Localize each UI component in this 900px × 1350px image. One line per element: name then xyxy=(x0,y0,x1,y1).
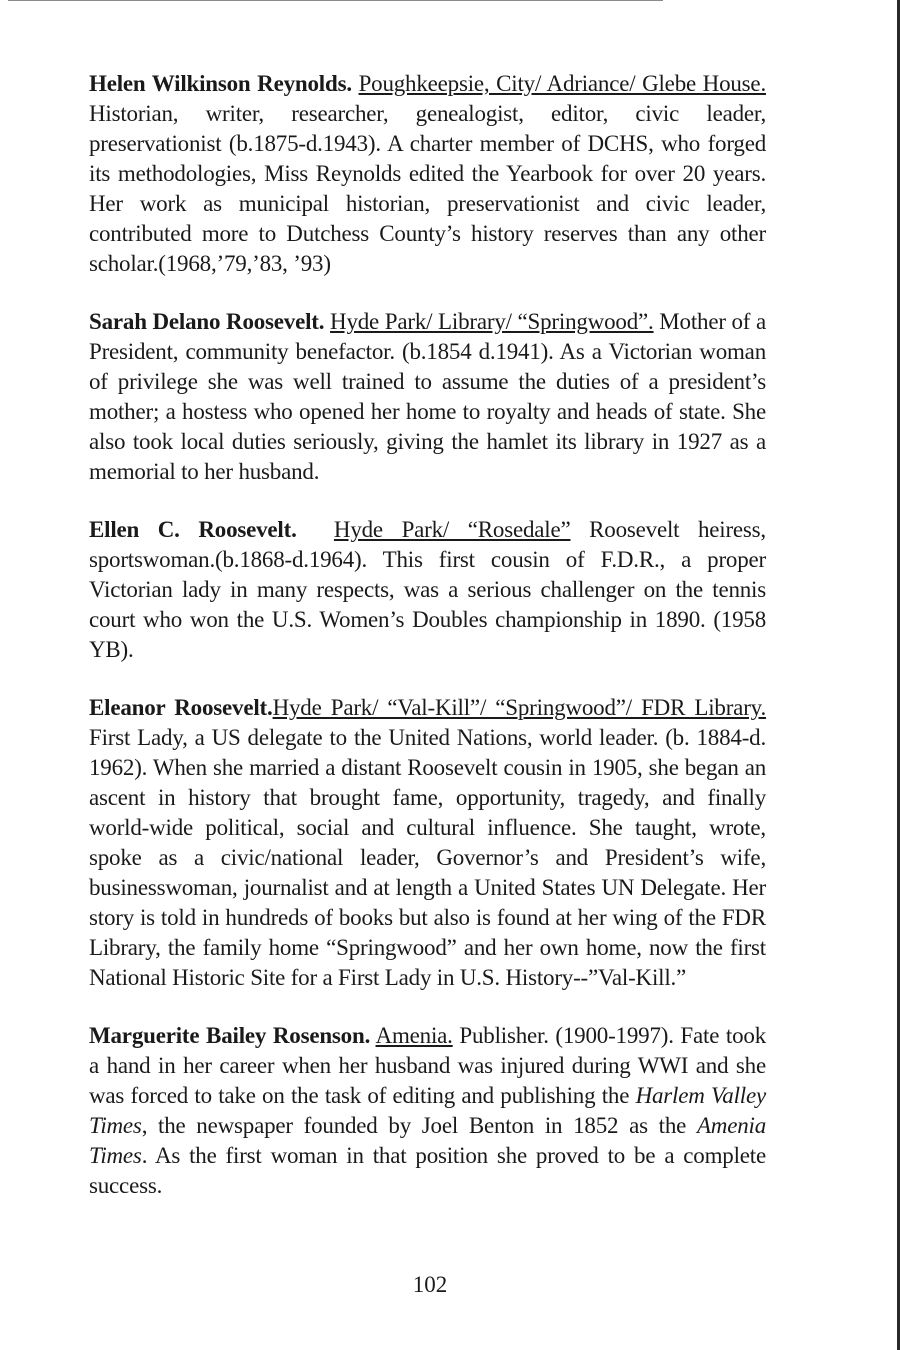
entry-place: Hyde Park/ Library/ “Springwood”. xyxy=(330,309,654,334)
entry-eleanor-roosevelt xyxy=(89,693,766,993)
top-rule xyxy=(8,0,663,1)
entry-text: Publisher. (1900-1997). Fate took a hand in her career when her husband was injured during WWI and she was forced to take on the task of editing and publishing the xyxy=(89,1023,766,1108)
page-number: 102 xyxy=(412,1272,448,1297)
entry-marguerite-bailey-rosenson xyxy=(89,1021,766,1201)
entry-name: Eleanor Roosevelt. xyxy=(89,695,273,720)
entry-text: . As the first woman in that position she proved to be a complete success. xyxy=(89,1143,766,1198)
entry-ellen-c-roosevelt xyxy=(89,515,766,665)
entry-helen-wilkinson-reynolds xyxy=(89,69,766,279)
entry-text: Roosevelt heiress, sportswoman.(b.1868-d.1964). This first cousin of F.D.R., a proper Victorian lady in many respects, was a serious challenger on the tennis court who won the U.S. Women’s Doubles championship in 1890. (1958 YB). xyxy=(89,517,766,662)
entry-name: Helen Wilkinson Reynolds. xyxy=(89,71,352,96)
entry-place: Amenia. xyxy=(375,1023,453,1048)
entry-place: Poughkeepsie, City/ Adriance/ Glebe House. xyxy=(358,71,766,96)
entry-text: , the newspaper founded by Joel Benton in 1852 as the xyxy=(141,1113,697,1138)
entry-text: First Lady, a US delegate to the United Nations, world leader. (b. 1884-d. 1962). When she married a distant Roosevelt cousin in 1905, she began an ascent in history that brought fame, opportunity, tragedy, and finally world-wide political, social and cultural influence. She taught, wrote, spoke as a civic/national leader, Governor’s and President’s wife, businesswoman, journalist and at length a United States UN Delegate. Her story is told in hundreds of books but also is found at her wing of the FDR Library, the family home “Springwood” and her own home, now the first National Historic Site for a First Lady in U.S. History--”Val-Kill.” xyxy=(89,725,766,990)
entry-name: Marguerite Bailey Rosenson. xyxy=(89,1023,371,1048)
entry-name: Ellen C. Roosevelt. xyxy=(89,517,297,542)
entry-place: Hyde Park/ “Rosedale” xyxy=(333,517,571,542)
entry-text: Historian, writer, researcher, genealogist, editor, civic leader, preservationist (b.1875-d.1943). A charter member of DCHS, who forged its methodologies, Miss Reynolds edited the Yearbook for over 20 years. Her work as municipal historian, preservationist and civic leader, contributed more to Dutchess County’s history reserves than any other scholar.(1968,’79,’83, ’93) xyxy=(89,101,766,276)
entry-text: Mother of a President, community benefactor. (b.1854 d.1941). As a Victorian woman of privilege she was well trained to assume the duties of a president’s mother; a hostess who opened her home to royalty and heads of state. She also took local duties seriously, giving the hamlet its library in 1927 as a memorial to her husband. xyxy=(89,309,766,484)
entry-name: Sarah Delano Roosevelt. xyxy=(89,309,325,334)
newspaper-title: Harlem Valley Times xyxy=(89,1083,766,1138)
biography-entries xyxy=(89,69,766,1229)
entry-sarah-delano-roosevelt xyxy=(89,307,766,487)
newspaper-title: Amenia Times xyxy=(89,1113,766,1168)
entry-place: Hyde Park/ “Val-Kill”/ “Springwood”/ FDR Library. xyxy=(272,695,767,720)
